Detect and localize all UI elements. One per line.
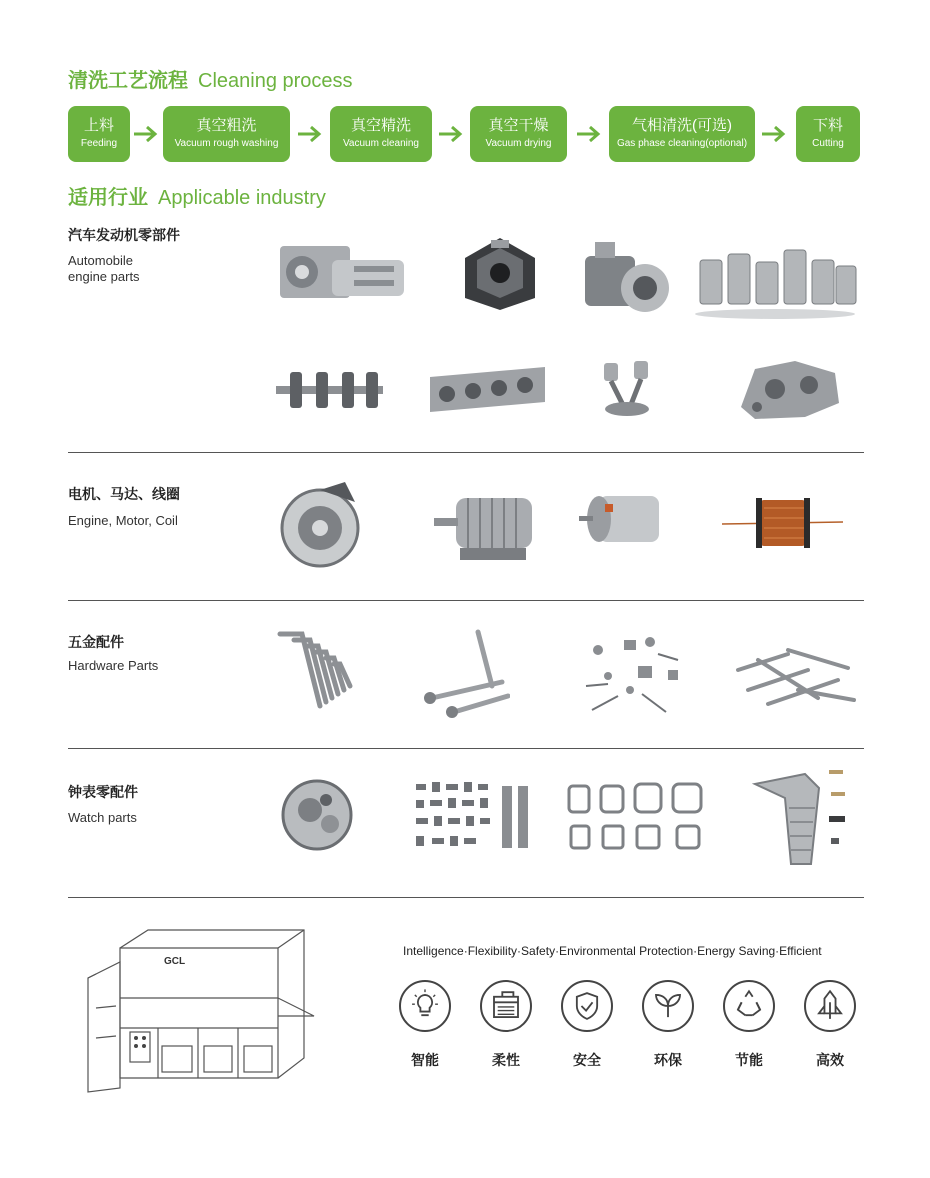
shield-check-icon — [561, 980, 613, 1032]
motor-cutaway-image — [275, 478, 365, 573]
category-motor-en: Engine, Motor, Coil — [68, 513, 178, 528]
features-tagline: Intelligence·Flexibility·Safety·Environmental Protection·Energy Saving·Efficient — [403, 944, 822, 958]
electric-motor-image — [428, 488, 538, 566]
arrow-right-icon — [575, 123, 605, 145]
category-watch-cn: 钟表零配件 — [68, 784, 138, 800]
crankshaft-image — [272, 360, 387, 420]
feature-label-flexibility: 柔性 — [492, 1052, 520, 1068]
arrow-right-icon — [760, 123, 790, 145]
feature-label-intelligence: 智能 — [411, 1052, 439, 1068]
feature-label-safety: 安全 — [573, 1052, 601, 1068]
cleaning-process-title: 清洗工艺流程 Cleaning process — [68, 70, 353, 92]
nails-pile-image — [728, 640, 858, 710]
machine-icon — [480, 980, 532, 1032]
feature-label-environmental: 环保 — [654, 1052, 682, 1068]
copper-coil-image — [720, 494, 845, 552]
category-automobile-en-line2: engine parts — [68, 269, 140, 284]
pistons-cylinders-image — [690, 240, 860, 322]
engine-assembly-image — [272, 232, 412, 312]
process-step-rough-washing: 真空粗洗 Vacuum rough washing — [163, 106, 290, 162]
leaf-icon — [642, 980, 694, 1032]
category-hardware-en: Hardware Parts — [68, 658, 159, 673]
feature-label-energy-saving: 节能 — [735, 1052, 763, 1068]
section-divider — [68, 748, 864, 749]
category-motor-cn: 电机、马达、线圈 — [68, 486, 180, 502]
process-step-cutting: 下料 Cutting — [796, 106, 860, 162]
rocket-icon — [804, 980, 856, 1032]
v-engine-image — [455, 228, 545, 316]
hex-keys-image — [272, 628, 367, 713]
section-divider — [68, 600, 864, 601]
category-hardware-cn: 五金配件 — [68, 634, 124, 650]
watch-movement-image — [280, 778, 355, 853]
engine-cover-image — [735, 355, 845, 423]
turbo-pump-image — [575, 236, 673, 322]
category-watch-en: Watch parts — [68, 810, 137, 825]
applicable-industry-title: 适用行业 Applicable industry — [68, 187, 326, 209]
small-hardware-parts-image — [578, 630, 688, 718]
section-divider — [68, 897, 864, 898]
process-step-vacuum-cleaning: 真空精洗 Vacuum cleaning — [330, 106, 432, 162]
process-step-gas-phase: 气相清洗(可选) Gas phase cleaning(optional) — [609, 106, 755, 162]
category-automobile-en-line1: Automobile — [68, 253, 134, 268]
process-step-vacuum-drying: 真空干燥 Vacuum drying — [470, 106, 567, 162]
arrow-right-icon — [437, 123, 467, 145]
cleaning-machine-illustration — [78, 928, 318, 1098]
cylinder-head-image — [425, 362, 550, 417]
recycle-icon — [723, 980, 775, 1032]
watch-bracelet-image — [745, 768, 855, 868]
arrow-right-icon — [296, 123, 326, 145]
lightbulb-icon — [399, 980, 451, 1032]
watch-cases-image — [565, 780, 715, 854]
watch-components-image — [410, 778, 535, 856]
process-step-feeding: 上料 Feeding — [68, 106, 130, 162]
machine-brand-logo: GCL — [164, 956, 186, 967]
arrow-right-icon — [132, 123, 162, 145]
screws-image — [420, 626, 510, 718]
category-automobile-cn: 汽车发动机零部件 — [68, 227, 180, 243]
feature-label-efficient: 高效 — [816, 1052, 844, 1068]
dc-motor-image — [575, 486, 665, 558]
connecting-rods-image — [590, 357, 665, 419]
section-divider — [68, 452, 864, 453]
